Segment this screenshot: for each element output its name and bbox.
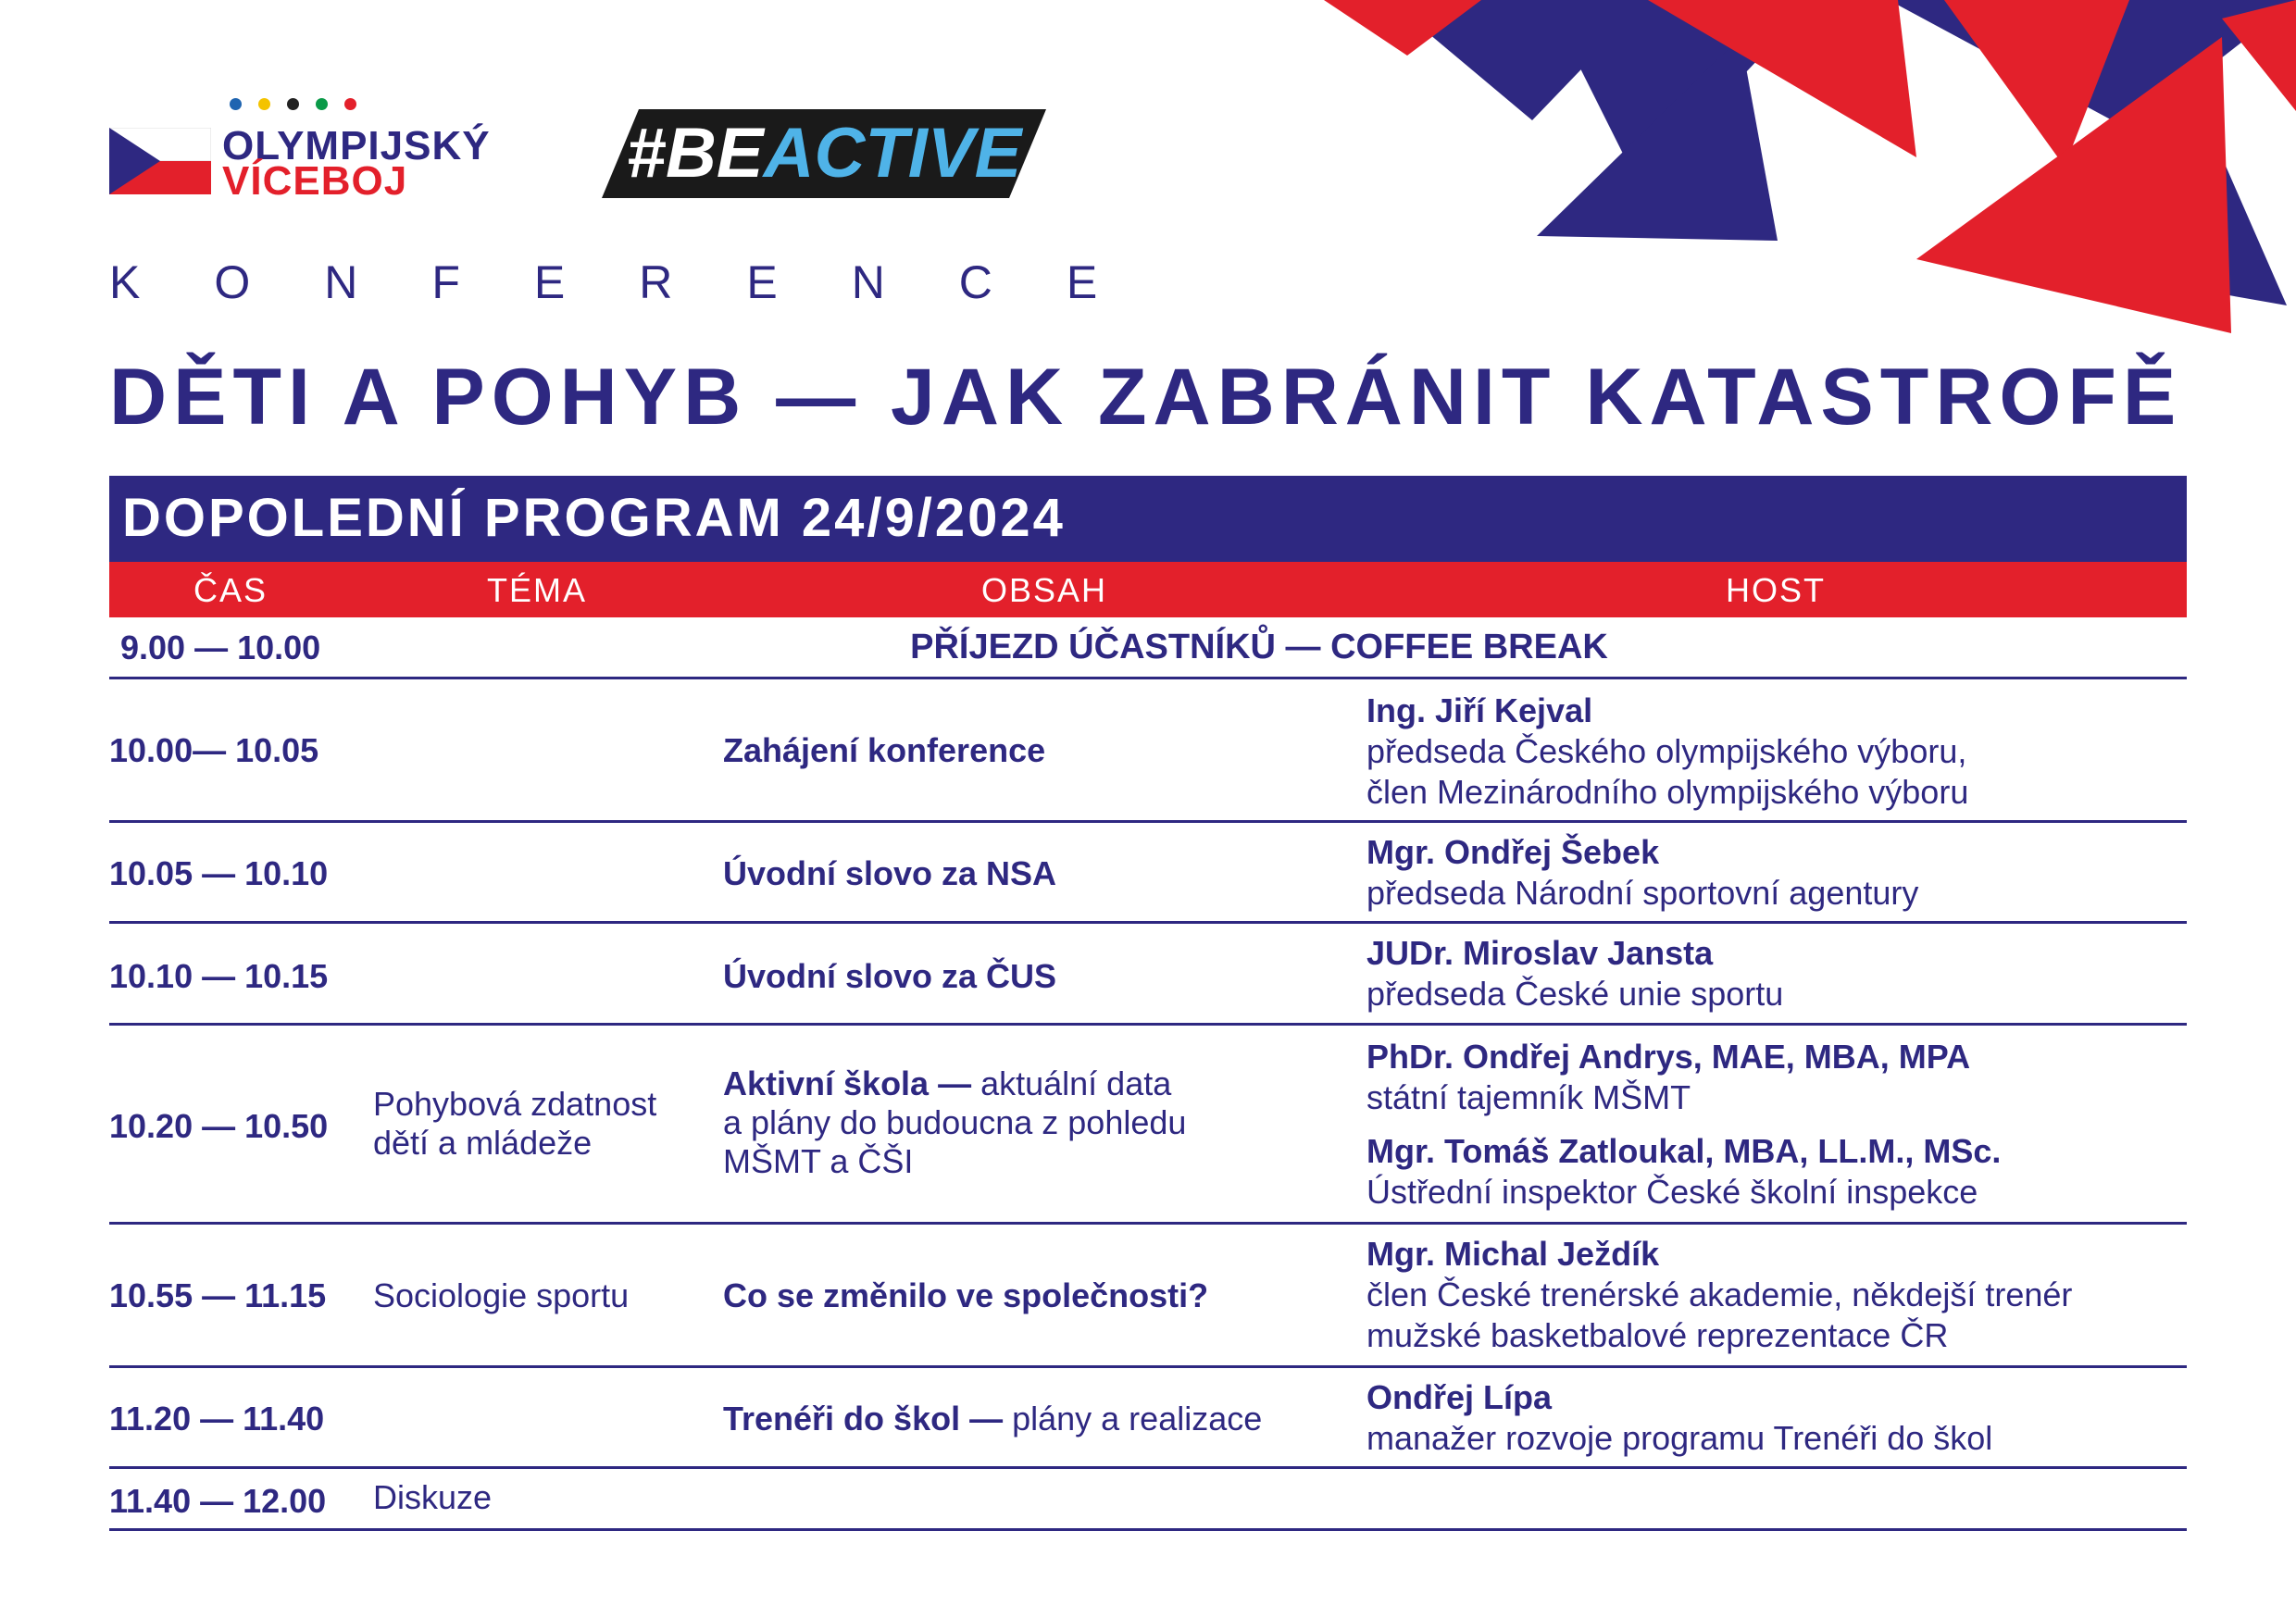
col-header-time: ČAS <box>193 571 268 609</box>
content-rest: plány a realizace <box>1003 1400 1263 1438</box>
row-content <box>723 1064 1186 1181</box>
czech-flag-icon <box>109 128 211 194</box>
col-header-host: HOST <box>1725 571 1826 609</box>
olympijsky-viceboj-logo <box>109 93 526 204</box>
row-content <box>723 957 1056 996</box>
content-bold: Aktivní škola — <box>723 1064 972 1102</box>
row-content <box>723 731 1045 770</box>
row-time: 10.00— 10.05 <box>109 731 319 769</box>
topic-line: Pohybová zdatnost <box>373 1085 657 1123</box>
content-bold: Zahájení konference <box>723 731 1046 769</box>
host-name: Ondřej Lípa <box>1366 1378 1553 1416</box>
content-rest: aktuální data <box>971 1064 1172 1102</box>
row-topic <box>373 1085 656 1163</box>
beactive-active: ACTIVE <box>763 114 1022 193</box>
table-row <box>109 617 2187 679</box>
host-name: PhDr. Ondřej Andrys, MAE, MBA, MPA <box>1366 1038 1971 1076</box>
kicker-konference: KONFERENCE <box>109 256 1172 308</box>
host-role: předseda Národní sportovní agentury <box>1366 874 1919 912</box>
row-topic: Sociologie sportu <box>373 1276 630 1314</box>
row-time: 10.55 — 11.15 <box>109 1276 327 1314</box>
host-role: předseda Českého olympijského výboru, <box>1366 732 1967 770</box>
host-role: manažer rozvoje programu Trenéři do škol <box>1366 1419 1993 1457</box>
row-time: 10.20 — 10.50 <box>109 1107 329 1145</box>
row-content <box>723 854 1056 893</box>
host-role: mužské basketbalové reprezentace ČR <box>1366 1316 1949 1354</box>
row-time: 11.40 — 12.00 <box>109 1482 327 1520</box>
beactive-hash-be: #BE <box>626 114 764 193</box>
host-name: Mgr. Tomáš Zatloukal, MBA, LL.M., MSc. <box>1366 1132 2002 1170</box>
table-row <box>109 924 2187 1026</box>
host-name: JUDr. Miroslav Jansta <box>1366 934 1714 972</box>
content-bold: Úvodní slovo za NSA <box>723 854 1057 892</box>
content-bold: Co se změnilo ve společnosti? <box>723 1276 1209 1314</box>
row-host <box>1366 1234 2072 1356</box>
red-star-shard <box>2222 0 2296 111</box>
host-name: Mgr. Michal Ježdík <box>1366 1235 1660 1273</box>
host-role: státní tajemník MŠMT <box>1366 1078 1691 1116</box>
host-role: předseda České unie sportu <box>1366 975 1784 1013</box>
row-time: 10.10 — 10.15 <box>109 957 329 995</box>
row-content <box>723 1400 1262 1438</box>
content-line: MŠMT a ČŠI <box>723 1142 914 1180</box>
host-name: Mgr. Ondřej Šebek <box>1366 833 1660 871</box>
host-name: Ing. Jiří Kejval <box>1366 691 1593 729</box>
row-host <box>1366 832 1918 914</box>
program-title: DOPOLEDNÍ PROGRAM 24/9/2024 <box>122 488 1066 548</box>
content-bold: Trenéři do škol — <box>723 1400 1004 1438</box>
beactive-logo <box>602 109 1046 198</box>
program-title-bar <box>109 476 2187 562</box>
row-topic: Diskuze <box>373 1478 493 1516</box>
col-header-topic: TÉMA <box>486 571 587 609</box>
host-role: Ústřední inspektor České školní inspekce <box>1366 1173 1978 1211</box>
host-role: člen České trenérské akademie, někdejší trenér <box>1366 1276 2073 1313</box>
logo-line-olympijsky: OLYMPIJSKÝ <box>222 123 491 168</box>
row-full-span: PŘÍJEZD ÚČASTNÍKŮ — COFFEE BREAK <box>910 628 1608 666</box>
row-time: 11.20 — 11.40 <box>109 1400 325 1438</box>
table-row <box>109 1368 2187 1469</box>
content-bold: Úvodní slovo za ČUS <box>723 957 1057 995</box>
table-row <box>109 823 2187 924</box>
table-row <box>109 1225 2187 1368</box>
table-row <box>109 1469 2187 1531</box>
row-time: 10.05 — 10.10 <box>109 854 329 892</box>
row-content <box>723 1276 1208 1315</box>
column-header-bar <box>109 562 2187 617</box>
row-time: 9.00 — 10.00 <box>120 629 321 666</box>
page-title: DĚTI A POHYB — JAK ZABRÁNIT KATASTROFĚ <box>109 353 2183 442</box>
row-host <box>1366 1377 1992 1459</box>
host-role: člen Mezinárodního olympijského výboru <box>1366 773 1969 811</box>
row-host <box>1366 691 1968 813</box>
topic-line: dětí a mládeže <box>373 1124 593 1162</box>
row-host <box>1366 1037 2001 1213</box>
olympic-rings-dots-icon <box>230 98 373 115</box>
col-header-content: OBSAH <box>980 571 1108 609</box>
row-host <box>1366 933 1783 1014</box>
table-row <box>109 679 2187 823</box>
table-row <box>109 1026 2187 1225</box>
content-line: a plány do budoucna z pohledu <box>723 1103 1187 1141</box>
logo-line-viceboj: VÍCEBOJ <box>222 158 408 204</box>
